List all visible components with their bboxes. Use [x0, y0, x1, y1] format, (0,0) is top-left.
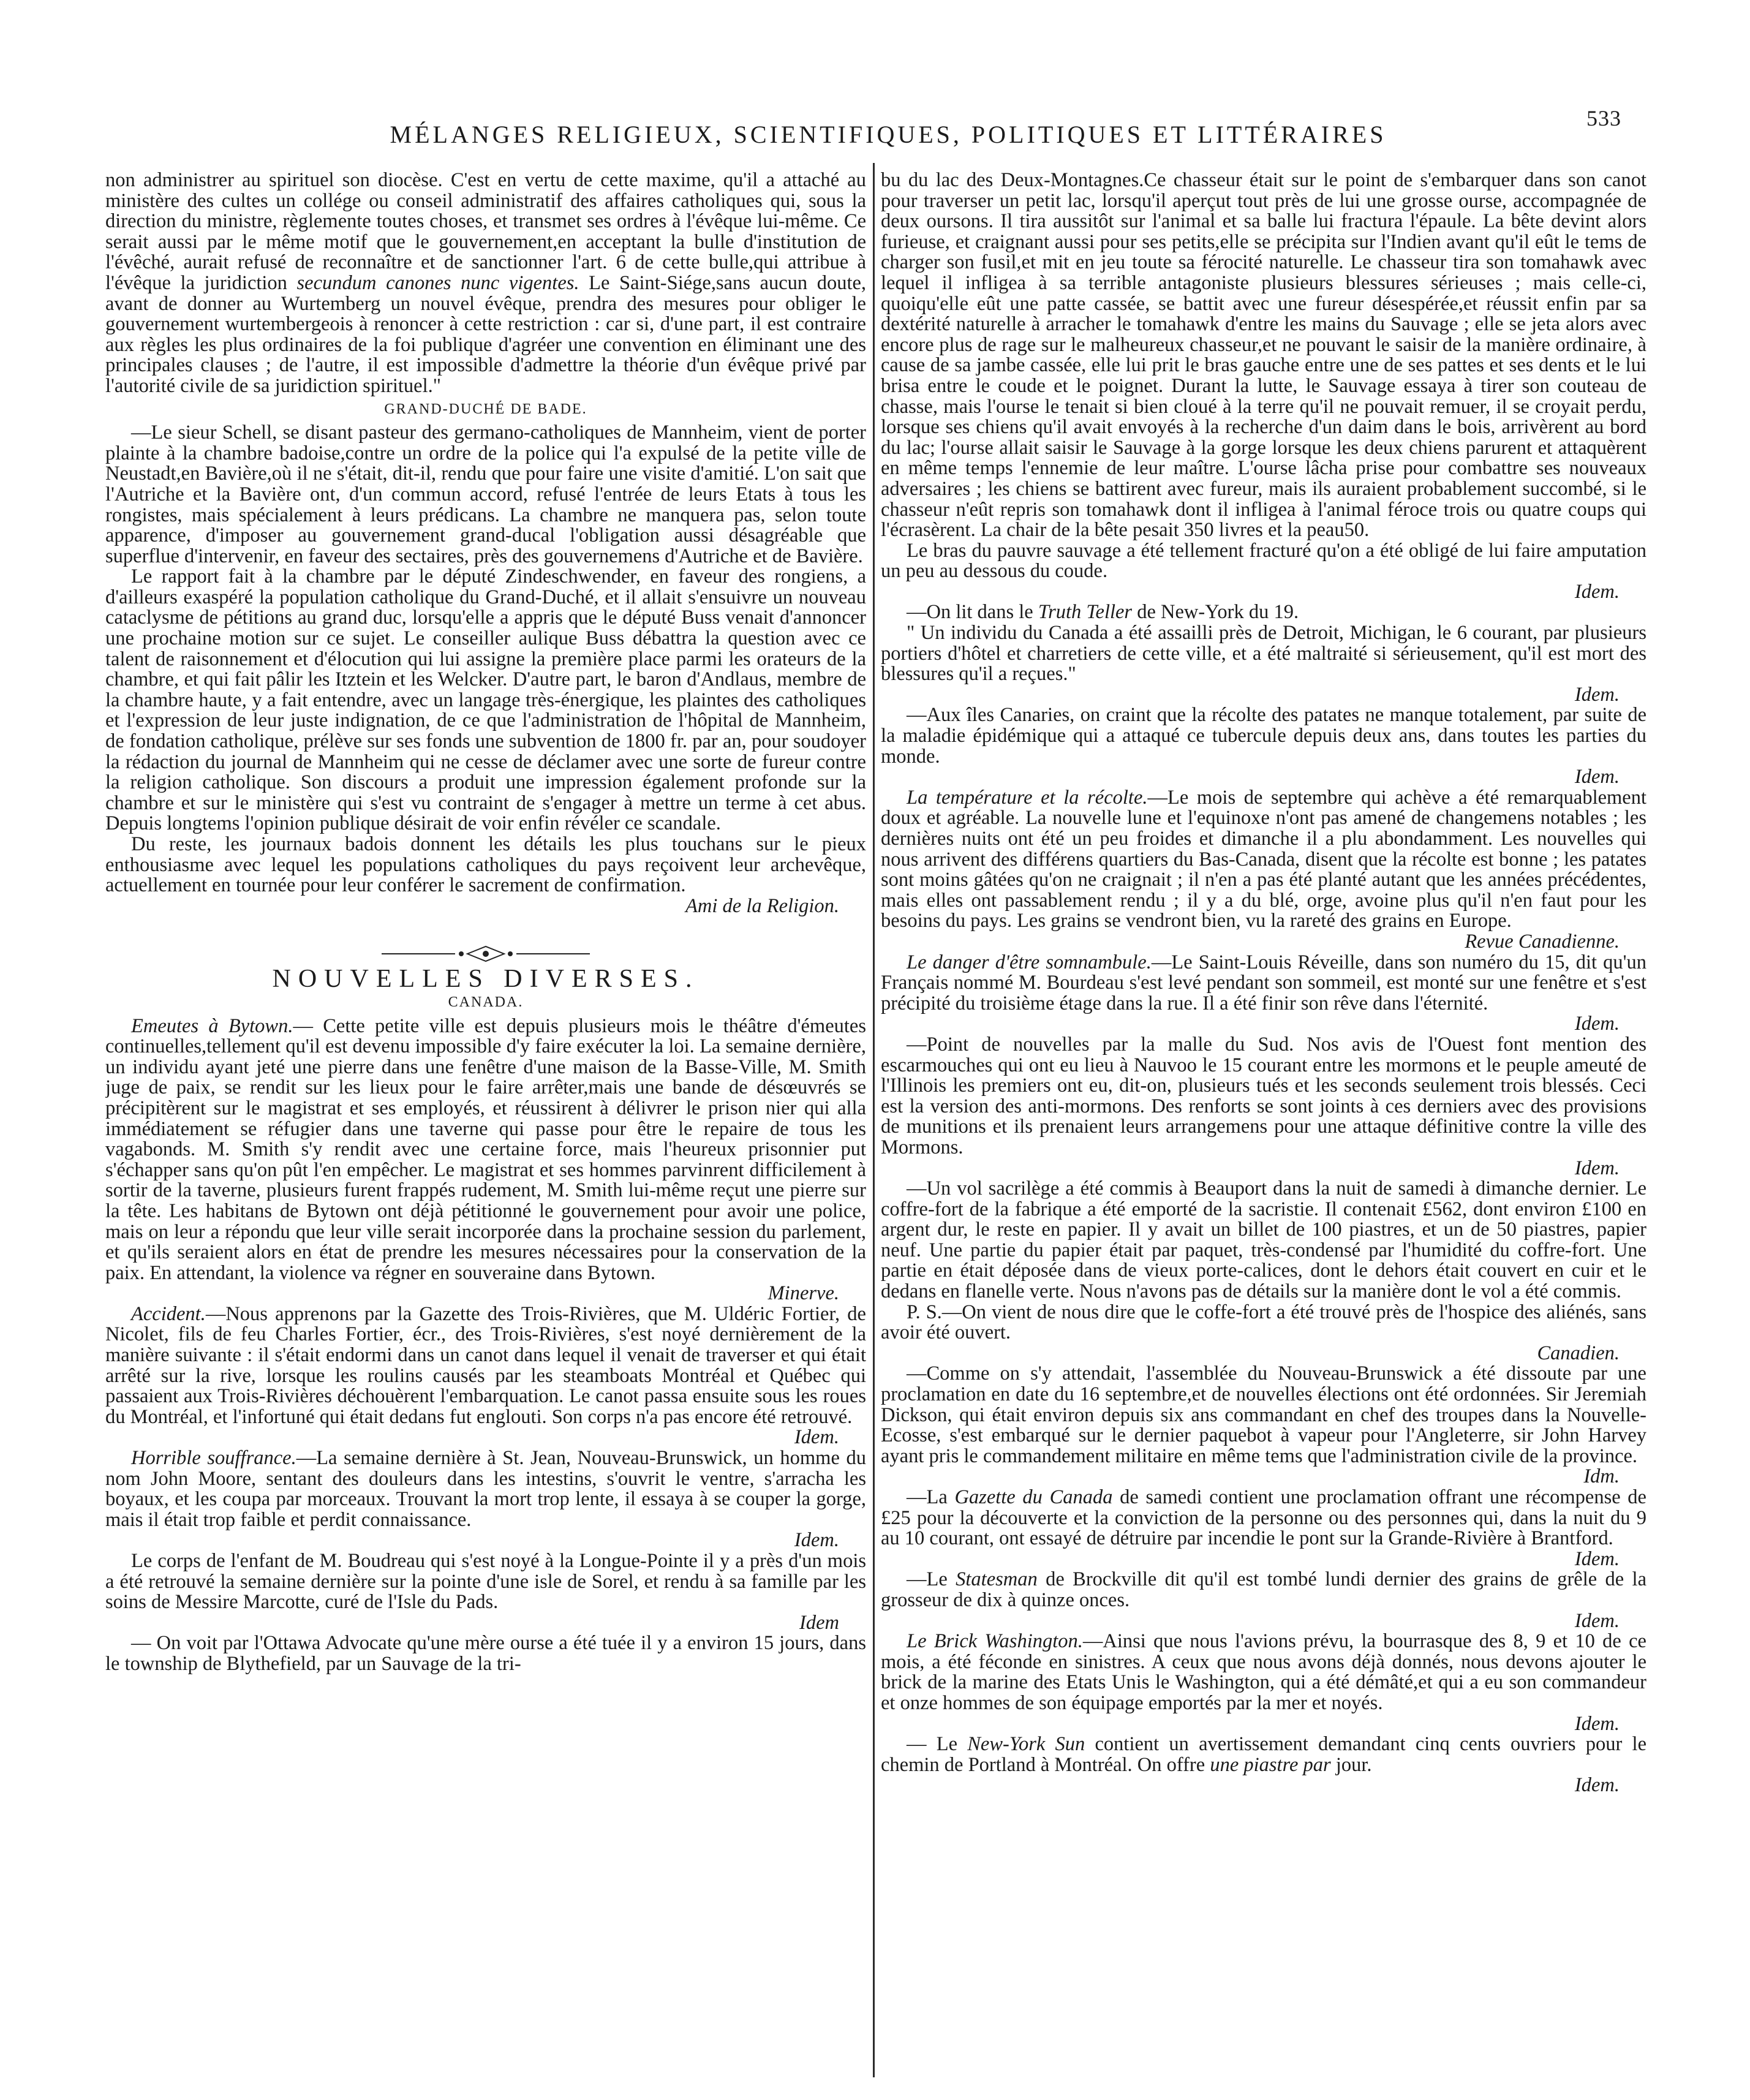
article-gazette-canada: —La Gazette du Canada de samedi contient une proclamation offrant une récompense de £25 pour la découverte et la conviction de la personne ou des personnes qui, dans la nuit du 9 au 10 courant, ont essayé de détruire par incendie le pont sur la Grande-Rivière à Brantford. — [881, 1486, 1646, 1550]
source-signature: Idem — [799, 1611, 839, 1634]
section-title-nouvelles: NOUVELLES DIVERSES. — [272, 965, 700, 994]
source-signature: Idm. — [1583, 1465, 1620, 1488]
article-brick-washington: Le Brick Washington.—Ainsi que nous l'avions prévu, la bourrasque des 8, 9 et 10 de ce mois, a été féconde en sinistres. A ceux que nous avons déjà donnés, nous devons ajouter le brick de la marine des Etats Unis le Washington, qui a été démâté,et qui a eu son commandeur et onze hommes de son équipage emportés par la mer et noyés. — [881, 1630, 1646, 1714]
article-schell: —Le sieur Schell, se disant pasteur des germano-catholiques de Mannheim, vient de porter plainte à la chambre badoise,contre un ordre de la police qui l'a expulsé de la petite ville de Neustadt,en Bavière,où il ne s'était, dit-il, rendu que pour faire une visite d'amitié. L'on sait que l'Autriche et la Bavière ont, d'un commun accord, refusé l'entrée de leurs Etats à tous les rongistes, mais spécialement à leurs prédicans. La chambre ne manquera pas, selon toute apparence, d'imposer au gouvernement grand-ducal l'obligation aussi désagréable que superflue d'intervenir, en faveur des sectaires, près des gouvernemens d'Autriche et de Bavière. — [105, 421, 866, 567]
article-new-york-sun: — Le New-York Sun contient un avertissement demandant cinq cents ouvriers pour le chemin de Portland à Montréal. On offre une piastre par jour. — [881, 1733, 1646, 1776]
ornament-divider — [375, 945, 596, 963]
page-number: 533 — [1586, 106, 1621, 130]
article-ours-suite: bu du lac des Deux-Montagnes.Ce chasseur était sur le point de s'embarquer dans son canot pour traverser un petit lac, lorsqu'il aperçut tout près de lui une grosse ourse, accompagnée de deux oursons. Il tira aussitôt sur l'animal et sa balle lui fractura l'épaule. La bête devint alors furieuse, et craignant aussi pour ses petits,elle se précipita sur l'Indien avant qu'il eût le tems de charger son fusil,et mit en jeu toute sa férocité naturelle. Le chasseur tira son tomahawk avec lequel il infligea à sa terrible antagoniste plusieurs blessures sérieuses ; mais celle-ci, quoiqu'elle eût une patte cassée, se battit avec une fureur désespérée,et réussit enfin par sa dextérité naturelle à arracher le tomahawk d'entre les mains du Sauvage ; elle se jeta alors avec encore plus de rage sur le malheureux chasseur,et ne pouvant le saisir de la manière ordinaire, à cause de sa jambe cassée, elle lui prit le bras gauche entre une de ses pattes et ses dents et le lui brisa entre le coude et le poignet. Durant la lutte, le Sauvage essaya à tirer son couteau de chasse, mais l'ourse le tenait si bien cloué à la terre qu'il ne pouvait remuer, il se croyait perdu, lorsque ses chiens qu'il avait envoyés à la recherche d'un daim dans le bois, arrivèrent au bord du lac; l'ourse allait saisir le Sauvage à la gorge lorsque les deux chiens parurent et attaquèrent en même temps l'ennemie de leur maître. L'ourse lâcha prise pour combattre ses nouveaux adversaires ; les chiens se battirent avec fureur, mais ils auraient probablement succombé, si le chasseur n'eût repris son tomahawk dont il infligea à l'animal féroce trois ou quatre coups qui l'écrasèrent. La chair de la bête pesait 350 livres et la peau50. — [881, 170, 1646, 542]
article-canaries: —Aux îles Canaries, on craint que la récolte des patates ne manque totalement, par suite de la maladie épidémique qui a attaqué ce tubercule depuis deux ans, dans toutes les parties du monde. — [881, 704, 1646, 768]
article-statesman: —Le Statesman de Brockville dit qu'il est tombé lundi dernier des grains de grêle de la grosseur de dix à quinze onces. — [881, 1568, 1646, 1611]
article-post-scriptum: P. S.—On vient de nous dire que le coffe-fort a été trouvé près de l'hospice des aliénés, sans avoir été ouvert. — [881, 1301, 1646, 1344]
article-wurtemberg: non administrer au spirituel son diocèse. C'est en vertu de cette maxime, qu'il a attaché au ministère des cultes un collége ou conseil administratif des affaires catholiques qui, sous la direction du ministre, règlemente toutes choses, et transmet ses ordres à l'évêque lui-même. Ce serait aussi par le même motif que le gouvernement,en acceptant la bulle d'institution de l'évêché, aurait refusé de reconnaître et de sanctionner l'art. 6 de cette bulle,qui attribue à l'évêque la juridiction secundum canones nunc vigentes. Le Saint-Siége,sans aucun doute, avant de donner au Wurtemberg un nouvel évêque, prendra des mesures pour obliger le gouvernement wurtembergeois à renoncer à cette restriction : car si, d'une part, il est contraire aux règles les plus ordinaires de la foi publique d'agréer une convention en éliminant une des principales clauses ; de l'autre, il est impossible d'admettre la théorie d'un évêque privé par l'autorité civile de sa juridiction spirituel." — [105, 170, 866, 397]
article-accident: Accident.—Nous apprenons par la Gazette des Trois-Rivières, que M. Uldéric Fortier, de Nicolet, fils de feu Charles Fortier, écr., des Trois-Rivières, s'est noyé dernièrement de la manière suivante : il s'était endormi dans un canot dans lequel il venait de traverser et qui était arrêté sur la rive, lorsque les roulins causés par les steamboats Montréal et Québec qui passaient aux Trois-Rivières déchouèrent l'embarquation. Le canot passa ensuite sous les roues du Montréal, et l'infortuné qui était dedans fut englouti. Son corps n'a pas encore été retrouvé. — [105, 1302, 866, 1428]
article-emeutes: Emeutes à Bytown.— Cette petite ville est depuis plusieurs mois le théâtre d'émeutes continuelles,tellement qu'il est devenu impossible d'y faire exécuter la loi. La semaine dernière, un individu ayant jeté une pierre dans une fenêtre d'une maison de la Basse-Ville, M. Smith juge de paix, se rendit sur les lieux pour le faire arrêter,mais une bande de désœuvrés se précipitèrent sur le magistrat et ses employés, et réussirent à délivrer le prison nier qui alla immédiatement se réfugier dans une taverne qui passe pour être le repaire de tous les vagabonds. M. Smith s'y rendit avec une certaine force, mais l'heureux prisonnier put s'échapper sans qu'on pût l'en empêcher. Le magistrat et ses hommes parvinrent difficilement à sortir de la taverne, plusieurs furent frappés rudement, M. Smith lui-même reçut une pierre sur la tête. Les habitans de Bytown ont déjà pétitionné le gouvernement pour avoir une police, mais on leur a répondu que leur ville serait incorporée dans la prochaine session du parlement, et qu'ils seraient alors en état de prendre les mesures nécessaires pour la conservation de la paix. En attendant, la violence va régner en souveraine dans Bytown. — [105, 1014, 866, 1284]
article-horrible: Horrible souffrance.—La semaine dernière à St. Jean, Nouveau-Brunswick, un homme du nom John Moore, sentant des douleurs dans les intestins, s'ouvrit le ventre, s'arracha les boyaux, et les coupa par morceaux. Trouvant la mort trop lente, il essaya à se couper la gorge, mais il était trop faible et perdit connaissance. — [105, 1447, 866, 1531]
source-signature: Revue Canadienne. — [1465, 930, 1620, 953]
source-signature: Idem. — [1574, 1157, 1620, 1179]
article-rapport: Le rapport fait à la chambre par le député Zindeschwender, en faveur des rongiens, a d'ailleurs exaspéré la population catholique du Grand-Duché, et il allait s'ensuivre un nouveau cataclysme de pétitions au grand duc, lorsqu'elle a appris que le député Buss venait d'annoncer une prochaine motion sur ce sujet. Le conseiller aulique Buss débattra la question avec ce talent de raisonnement et d'élocution qui lui assigne la première place parmi les orateurs de la chambre, et qui fait pâlir les Itztein et les Welcker. D'autre part, le baron d'Andlaus, membre de la chambre haute, y a fait entendre, avec un langage très-énergique, les plaintes des catholiques et l'expression de leur juste indignation, de ce que l'administration de l'hôpital de Mannheim, de fondation catholique, prélève sur ses fonds une subvention de 1800 fr. par an, pour soudoyer la rédaction du journal de Mannheim qui ne cesse de déclamer avec une sorte de fureur contre la religion catholique. Son discours a produit une impression également profonde sur la chambre et sur le ministère qui s'est vu contraint de s'engager à mettre un terme à cet abus. Depuis longtems l'opinion publique désirait de voir enfin révéler ce scandale. — [105, 565, 866, 835]
article-corps: Le corps de l'enfant de M. Boudreau qui s'est noyé à la Longue-Pointe il y a près d'un mois a été retrouvé la semaine dernière sur la pointe d'une isle de Sorel, et rendu à sa famille par les soins de Messire Marcotte, curé de l'Isle du Pads. — [105, 1550, 866, 1614]
section-heading-bade: GRAND-DUCHÉ DE BADE. — [384, 401, 587, 417]
source-signature: Idem. — [1574, 1609, 1620, 1632]
column-rule — [873, 163, 875, 2077]
article-individu: " Un individu du Canada a été assailli près de Detroit, Michigan, le 6 courant, par plusieurs portiers d'hôtel et charretiers de cette ville, et a été maltraité si sérieusement, qu'il est mort des blessures qu'il a reçues." — [881, 622, 1646, 686]
source-signature: Idem. — [794, 1426, 839, 1449]
source-signature: Minerve. — [768, 1282, 839, 1305]
article-du-reste: Du reste, les journaux badois donnent les détails les plus touchans sur le pieux enthousiasme avec lequel les populations catholiques du pays reçoivent leur archevêque, actuellement en tournée pour leur conférer le sacrement de confirmation. — [105, 833, 866, 897]
source-signature: Idem. — [1574, 766, 1620, 788]
article-somnambule: Le danger d'être somnambule.—Le Saint-Louis Réveille, dans son numéro du 15, dit qu'un Français nommé M. Bourdeau s'est levé pendant son sommeil, est monté sur une fenêtre et s'est précipité du troisième étage dans la rue. Il a été finir son rêve dans l'éternité. — [881, 951, 1646, 1014]
right-column — [881, 170, 1646, 2082]
article-vol: —Un vol sacrilège a été commis à Beauport dans la nuit de samedi à dimanche dernier. Le coffre-fort de la fabrique a été emporté de la sacristie. Il contenait £562, dont environ £100 en argent dur, le reste en papier. Il y avait un billet de 100 piastres, et un de 50 piastres, papier neuf. Une partie du papier était par paquet, très-condensé par l'humidité du coffre-fort. Une partie en était déposée dans de vieux porte-calices, dont le dehors était couvert en cuir et le dedans en flanelle verte. Nous n'avons pas de détails sur la manière dont le vol a été commis. — [881, 1177, 1646, 1303]
article-mormons: —Point de nouvelles par la malle du Sud. Nos avis de l'Ouest font mention des escarmouches qui ont eu lieu à Nauvoo le 15 courant entre les mormons et le peuple ameuté de l'Illinois les premiers ont eu, dit-on, plusieurs tués et les seconds seulement trois blessés. Ceci est la version des anti-mormons. Des renforts se sont joints à ces derniers avec des provisions de munitions et ils prenaient leurs arrangemens pour une attaque définitive contre la ville des Mormons. — [881, 1033, 1646, 1158]
source-signature: Canadien. — [1537, 1342, 1620, 1364]
source-signature: Idem. — [1574, 1774, 1620, 1797]
article-truth-teller: —On lit dans le Truth Teller de New-York du 19. — [907, 601, 1299, 624]
source-signature: Idem. — [794, 1529, 839, 1552]
article-bras: Le bras du pauvre sauvage a été tellement fracturé qu'on a été obligé de lui faire amputation un peu au dessous du coude. — [881, 539, 1646, 583]
source-signature: Idem. — [1574, 1712, 1620, 1735]
article-nouveau-brunswick: —Comme on s'y attendait, l'assemblée du Nouveau-Brunswick a été dissoute par une proclamation en date du 16 septembre,et de nouvelles élections ont été ordonnées. Sir Jeremiah Dickson, qui était environ depuis six ans commandant en chef des troupes dans la Nouvelle-Ecosse, s'est embarqué sur le dernier paquebot à vapeur pour l'Angleterre, sir John Harvey ayant pris le commandement militaire en même tems que l'administration civile de la province. — [881, 1362, 1646, 1467]
source-signature: Idem. — [1574, 683, 1620, 706]
source-signature: Idem. — [1574, 1013, 1620, 1035]
left-column — [105, 170, 866, 2082]
article-ours: — On voit par l'Ottawa Advocate qu'une mère ourse a été tuée il y a environ 15 jours, dans le township de Blythefield, par un Sauvage de la tri- — [105, 1632, 866, 1675]
article-temperature: La température et la récolte.—Le mois de septembre qui achève a été remarquablement doux et agréable. La nouvelle lune et l'equinoxe n'ont pas amené de changemens notables ; les dernières nuits ont été un peu froides et dimanche il a plu abondamment. Les nouvelles qui nous arrivent des différens quartiers du Bas-Canada, disent que la récolte est bonne ; les patates sont moins gâtées qu'on ne craignait ; il n'en a pas été planté autant que les années précédentes, mais elles ont passablement rendu ; il y a du blé, orge, avoine plus qu'il n'en faut pour les besoins du pays. Les grains se vendront bien, vu la rareté des grains en Europe. — [881, 786, 1646, 932]
source-signature: Idem. — [1574, 1547, 1620, 1570]
section-heading-canada: CANADA. — [448, 994, 524, 1010]
running-title: MÉLANGES RELIGIEUX, SCIENTIFIQUES, POLITIQUES ET LITTÉRAIRES — [390, 121, 1387, 148]
source-signature: Idem. — [1574, 580, 1620, 603]
source-signature: Ami de la Religion. — [685, 894, 839, 917]
